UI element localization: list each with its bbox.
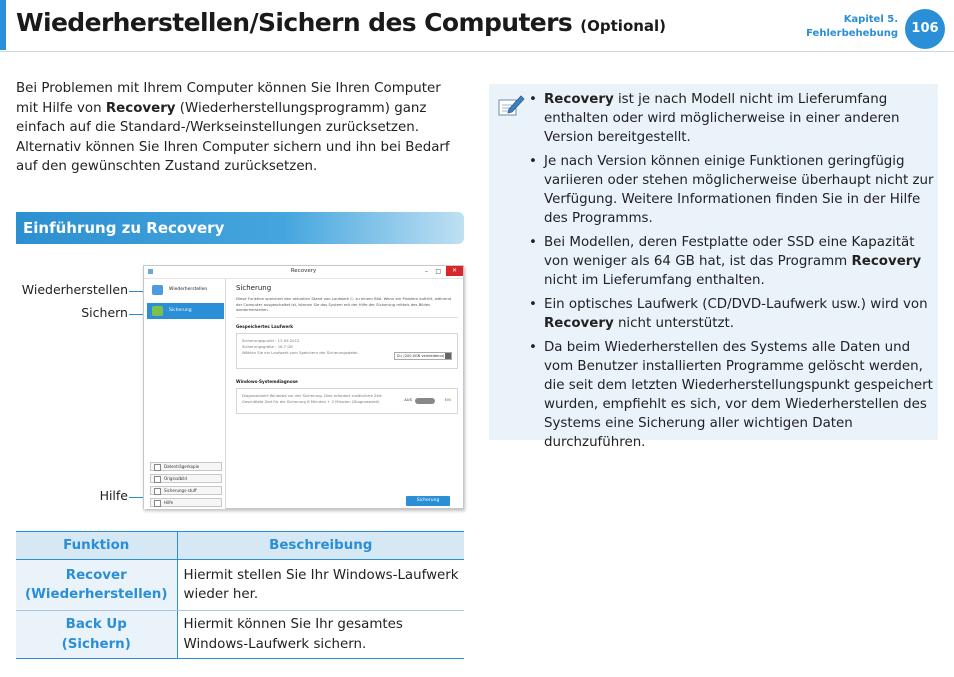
function-name: Recover (65, 567, 127, 583)
app-main-desc: Diese Funktion speichert den aktuellen Stand von Laufwerk C: zu einem Bild. Wenn ein Problem auftritt, während der Computer ausgeschaltet ist, können Sie das System mit der Hilfe der Sicherung mittels des Bildes wiederherstellen. (236, 296, 452, 312)
backup-button[interactable]: Sicherung (406, 496, 450, 506)
chapter-number: Kapitel 5. (843, 14, 898, 25)
header-accent-bar (0, 0, 6, 50)
notes-list (529, 90, 934, 457)
note-3-bold: Recovery (851, 254, 922, 269)
saved-drive-heading: Gespeichertes Laufwerk (236, 323, 294, 329)
callout-restore: Wiederherstellen (21, 282, 128, 297)
note-4-tail: nicht unterstützt. (613, 316, 734, 331)
choose-drive-text: Wählen Sie ein Laufwerk zum Speichern der Sicherungsdatei. (242, 349, 359, 355)
chapter-name: Fehlerbehebung (806, 28, 898, 39)
table-cell-function (16, 560, 177, 611)
backup-size: Sicherungsgröße : 16.7 GB (242, 343, 293, 349)
saved-drive-box (236, 333, 458, 369)
chapter-label (806, 13, 898, 41)
intro-text-2: (Wiederherstellungsprogramm) ganz einfach auf die Standard-/Werkseinstellungen zurücksetzen. (16, 100, 427, 135)
nav-restore-label: Wiederherstellen (169, 287, 208, 292)
app-title: Recovery (290, 268, 317, 274)
page-title-text: Wiederherstellen/Sichern des Computers (16, 8, 573, 37)
page-title-suffix: (Optional) (580, 17, 667, 35)
list-item (529, 233, 934, 290)
app-main-title: Sicherung (236, 284, 272, 292)
diag-toggle[interactable] (415, 398, 435, 404)
list-item (529, 338, 934, 452)
callout-backup: Sichern (81, 305, 128, 320)
side-btn-original-image[interactable]: Originalbild (150, 474, 222, 483)
table-cell-function (16, 611, 177, 659)
nav-backup[interactable] (147, 303, 224, 319)
side-btn-help[interactable]: Hilfe (150, 498, 222, 507)
notes-box (489, 84, 938, 450)
note-5-text: Da beim Wiederherstellen des Systems alle Daten und vom Benutzer installierten Programme gelöscht werden, die seit dem letzten Wiederherstellungspunkt gespeichert wurden, empfiehlt es sich, vor dem Wiederherstellen des Systems eine Sicherung aller wichtigen Daten durchzuführen. (544, 340, 933, 450)
app-main (236, 284, 458, 414)
note-4-text: Ein optisches Laufwerk (CD/DVD-Laufwerk usw.) wird von (544, 297, 928, 312)
app-titlebar (144, 266, 463, 279)
toggle-off-label: AUS (404, 396, 412, 402)
maximize-icon[interactable]: □ (435, 268, 441, 275)
table-row (16, 560, 464, 611)
app-sidebar (144, 279, 226, 509)
minimize-icon[interactable]: – (425, 268, 428, 275)
header-divider (0, 51, 954, 52)
function-name-de: (Wiederherstellen) (25, 587, 168, 602)
note-2-text: Je nach Version können einige Funktionen geringfügig variieren oder stehen möglicherweise überhaupt nicht zur Verfügung. Weitere Informationen finden Sie in der Hilfe des Programms. (544, 154, 934, 226)
intro-text-1: Bei Problemen mit Ihrem Computer können Sie Ihren Computer mit Hilfe von (16, 81, 441, 116)
close-icon[interactable]: ✕ (446, 266, 463, 276)
table-header-description: Beschreibung (177, 532, 464, 560)
function-name-de: (Sichern) (61, 636, 131, 652)
intro-bold-recovery: Recovery (105, 100, 176, 116)
page-title (16, 8, 666, 37)
win-diag-text: Diagnostiziert Windows vor der Sicherung. Dies erfordert zusätzliche Zeit. Geschätzte Zeit für die Sicherung 8 Minuten + 2 Minuten (Diagnosezeit) (242, 392, 383, 404)
intro-paragraph (16, 79, 466, 177)
side-btn-disk-copy[interactable]: Datenträgerkopie (150, 462, 222, 471)
note-1-text: ist je nach Modell nicht im Lieferumfang enthalten oder wird möglicherweise in einer anderen Version bereitgestellt. (544, 92, 900, 145)
nav-backup-label: Sicherung (169, 308, 192, 313)
app-main-divider (236, 317, 458, 318)
win-diag-box (236, 388, 458, 414)
list-item (529, 295, 934, 333)
table-cell-description: Hiermit können Sie Ihr gesamtes Windows-Laufwerk sichern. (177, 611, 464, 659)
function-name: Back Up (65, 617, 127, 632)
nav-restore[interactable] (147, 282, 224, 298)
table-header-function: Funktion (16, 532, 177, 560)
table-cell-description: Hiermit stellen Sie Ihr Windows-Laufwerk wieder her. (177, 560, 464, 611)
backup-date: Sicherungspunkt : 12.09.2012 (242, 337, 300, 343)
table-row (16, 611, 464, 659)
list-item (529, 152, 934, 228)
note-pencil-icon (497, 93, 525, 117)
backup-icon (152, 306, 163, 316)
recovery-app-screenshot (143, 265, 464, 509)
note-1-bold: Recovery (544, 92, 614, 107)
side-btn-backup-settings[interactable]: Sicherungs-stuff (150, 486, 222, 495)
intro-text-3: Alternativ können Sie Ihren Computer sichern und ihn bei Bedarf auf den gewünschten Zustand zurücksetzen. (16, 139, 450, 174)
drive-select[interactable]: D:\ (200.0GB verbleibend) (394, 352, 452, 360)
note-3-text: Bei Modellen, deren Festplatte oder SSD eine Kapazität von weniger als 64 GB hat, ist das Programm (544, 235, 915, 269)
note-3-tail: nicht im Lieferumfang enthalten. (544, 273, 765, 288)
note-4-bold: Recovery (544, 316, 614, 331)
section-heading: Einführung zu Recovery (16, 212, 464, 244)
list-item (529, 90, 934, 147)
restore-icon (152, 285, 163, 295)
callout-help: Hilfe (99, 488, 128, 503)
win-diag-heading: Windows-Systemdiagnose (236, 378, 298, 384)
table-header-row (16, 532, 464, 560)
page-number-badge: 106 (905, 9, 945, 49)
function-table (16, 531, 464, 659)
toggle-on-label: EIN (444, 396, 451, 402)
